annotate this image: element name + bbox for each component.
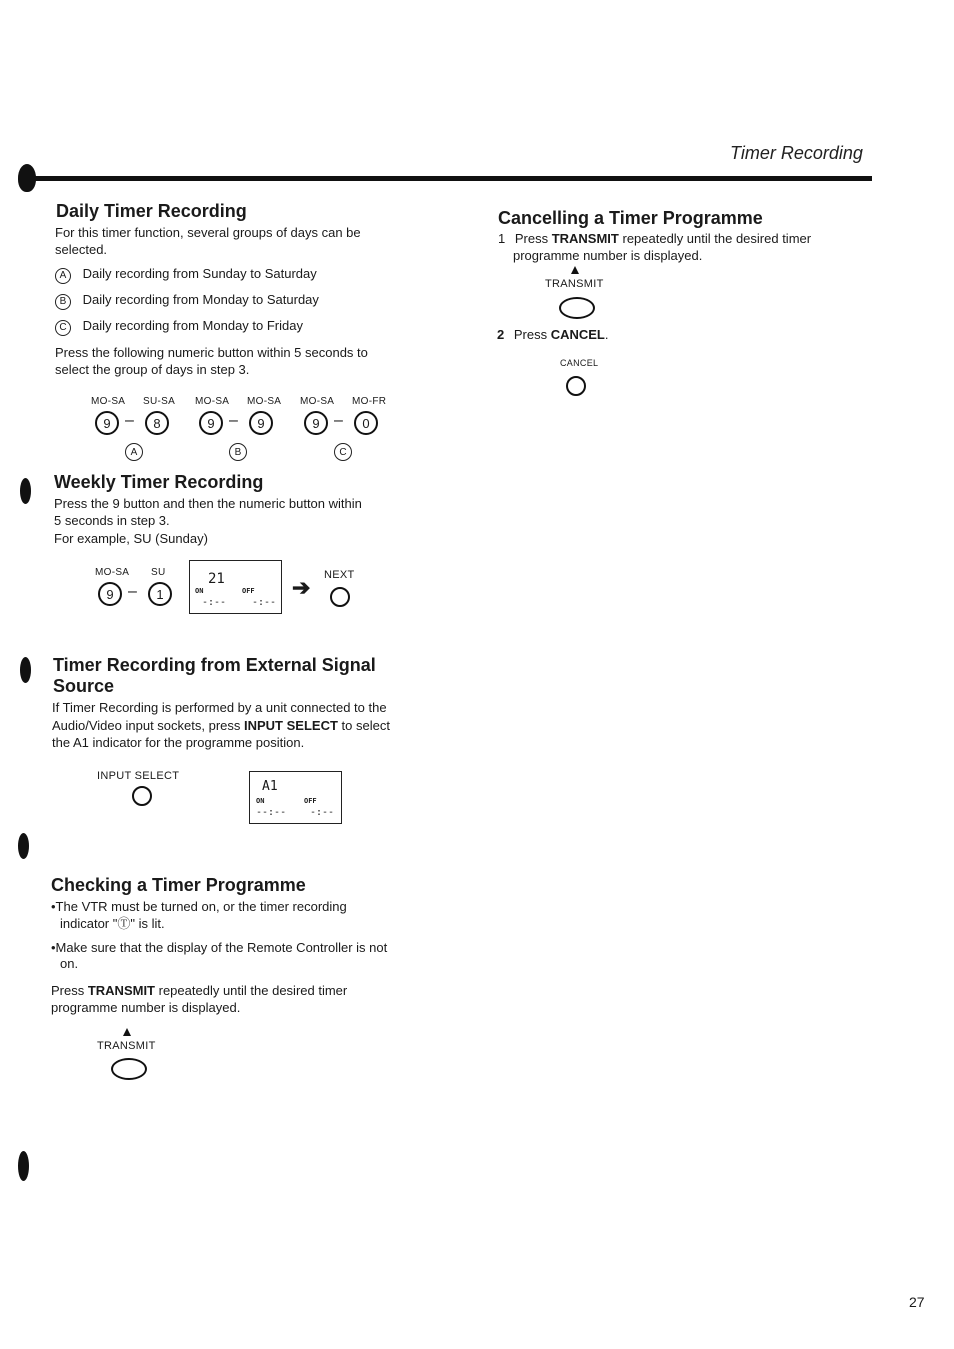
button-9: 9 bbox=[304, 411, 328, 435]
external-lcd-display bbox=[249, 771, 342, 824]
transmit-label: TRANSMIT bbox=[97, 1040, 156, 1052]
checking-press-line1: Press TRANSMIT repeatedly until the desired timer bbox=[51, 983, 348, 998]
dash: – bbox=[128, 583, 137, 600]
group-a-label1: MO-SA bbox=[91, 396, 126, 407]
checking-bullet2-line2: on. bbox=[60, 956, 79, 971]
daily-option-c bbox=[55, 317, 303, 336]
lcd-on: ON bbox=[195, 587, 204, 595]
lcd-value: A1 bbox=[262, 779, 278, 794]
external-heading-line2: Source bbox=[53, 676, 115, 696]
cancel-step1-line1: 1 Press TRANSMIT repeatedly until the desired timer bbox=[498, 231, 812, 246]
lcd-on: ON bbox=[256, 797, 265, 805]
option-a-mark: A bbox=[55, 268, 71, 284]
dash: – bbox=[334, 412, 343, 429]
daily-heading: Daily Timer Recording bbox=[56, 201, 247, 221]
dash: – bbox=[125, 412, 134, 429]
dash: – bbox=[229, 412, 238, 429]
weekly-line1: Press the 9 button and then the numeric button within bbox=[54, 496, 362, 511]
button-9: 9 bbox=[249, 411, 273, 435]
group-b-label1: MO-SA bbox=[195, 396, 230, 407]
cancel-step1-line2: programme number is displayed. bbox=[513, 248, 703, 263]
button-8: 8 bbox=[145, 411, 169, 435]
group-c-mark: C bbox=[334, 443, 352, 461]
cancel-button bbox=[566, 376, 586, 396]
external-line2: Audio/Video input sockets, press INPUT SELECT to select bbox=[52, 718, 390, 733]
checking-heading: Checking a Timer Programme bbox=[51, 875, 306, 895]
input-select-label: INPUT SELECT bbox=[97, 770, 180, 782]
next-label: NEXT bbox=[324, 569, 355, 581]
option-a-text: Daily recording from Sunday to Saturday bbox=[82, 266, 317, 281]
weekly-label2: SU bbox=[151, 567, 166, 578]
lcd-value: 21 bbox=[208, 571, 225, 587]
weekly-heading: Weekly Timer Recording bbox=[54, 472, 264, 492]
arrow-right-icon: ➔ bbox=[292, 575, 311, 600]
group-a-label2: SU-SA bbox=[143, 396, 176, 407]
arrow-up-icon bbox=[123, 1028, 131, 1036]
option-b-mark: B bbox=[55, 294, 71, 310]
lcd-time-off: -:-- bbox=[252, 597, 277, 608]
checking-press-line2: programme number is displayed. bbox=[51, 1000, 241, 1015]
margin-mark bbox=[20, 657, 31, 683]
lcd-off: OFF bbox=[242, 587, 255, 595]
lcd-time-on: -:-- bbox=[202, 597, 227, 608]
margin-mark bbox=[20, 478, 31, 504]
button-0: 0 bbox=[354, 411, 378, 435]
option-c-mark: C bbox=[55, 320, 71, 336]
group-c-label1: MO-SA bbox=[300, 396, 335, 407]
next-button bbox=[330, 587, 350, 607]
weekly-label1: MO-SA bbox=[95, 567, 130, 578]
button-9: 9 bbox=[199, 411, 223, 435]
button-9: 9 bbox=[98, 582, 122, 606]
checking-bullet1-line2: indicator "Ⓣ" is lit. bbox=[60, 916, 165, 931]
page-number: 27 bbox=[909, 1294, 925, 1310]
weekly-line3: For example, SU (Sunday) bbox=[54, 531, 208, 546]
transmit-button bbox=[559, 297, 595, 319]
margin-mark bbox=[18, 1151, 29, 1181]
step1-number: 1 bbox=[498, 231, 506, 246]
group-b-label2: MO-SA bbox=[247, 396, 282, 407]
daily-intro: For this timer function, several groups of days can be selected. bbox=[55, 225, 361, 257]
arrow-up-icon bbox=[571, 266, 579, 274]
group-c-label2: MO-FR bbox=[352, 396, 387, 407]
option-c-text: Daily recording from Monday to Friday bbox=[82, 318, 303, 333]
external-line3: the A1 indicator for the programme position. bbox=[52, 735, 305, 750]
external-line1: If Timer Recording is performed by a unit connected to the bbox=[52, 700, 387, 715]
group-b-mark: B bbox=[229, 443, 247, 461]
lcd-time-on: --:-- bbox=[256, 807, 287, 818]
checking-bullet1-line1: •The VTR must be turned on, or the timer recording bbox=[51, 899, 347, 914]
button-1: 1 bbox=[148, 582, 172, 606]
option-b-text: Daily recording from Monday to Saturday bbox=[82, 292, 319, 307]
header-rule bbox=[30, 176, 872, 181]
lcd-time-off: -:-- bbox=[310, 807, 335, 818]
weekly-line2: 5 seconds in step 3. bbox=[54, 513, 170, 528]
weekly-lcd-display bbox=[189, 560, 282, 614]
daily-instruction: Press the following numeric button within 5 seconds to select the group of days in step 3. bbox=[55, 345, 368, 377]
checking-bullet2-line1: •Make sure that the display of the Remote Controller is not bbox=[51, 940, 388, 955]
group-a-mark: A bbox=[125, 443, 143, 461]
daily-option-a bbox=[55, 265, 317, 284]
running-header: Timer Recording bbox=[730, 143, 863, 163]
step2-number: 2 bbox=[497, 327, 505, 342]
transmit-button bbox=[111, 1058, 147, 1080]
lcd-off: OFF bbox=[304, 797, 317, 805]
input-select-button bbox=[132, 786, 152, 806]
transmit-label: TRANSMIT bbox=[545, 278, 604, 290]
external-heading-line1: Timer Recording from External Signal bbox=[53, 655, 376, 675]
daily-option-b bbox=[55, 291, 319, 310]
margin-mark bbox=[18, 833, 29, 859]
button-9: 9 bbox=[95, 411, 119, 435]
cancelling-heading: Cancelling a Timer Programme bbox=[498, 208, 763, 228]
cancel-label: CANCEL bbox=[560, 358, 599, 368]
cancel-step2: 2 Press CANCEL. bbox=[497, 327, 609, 342]
